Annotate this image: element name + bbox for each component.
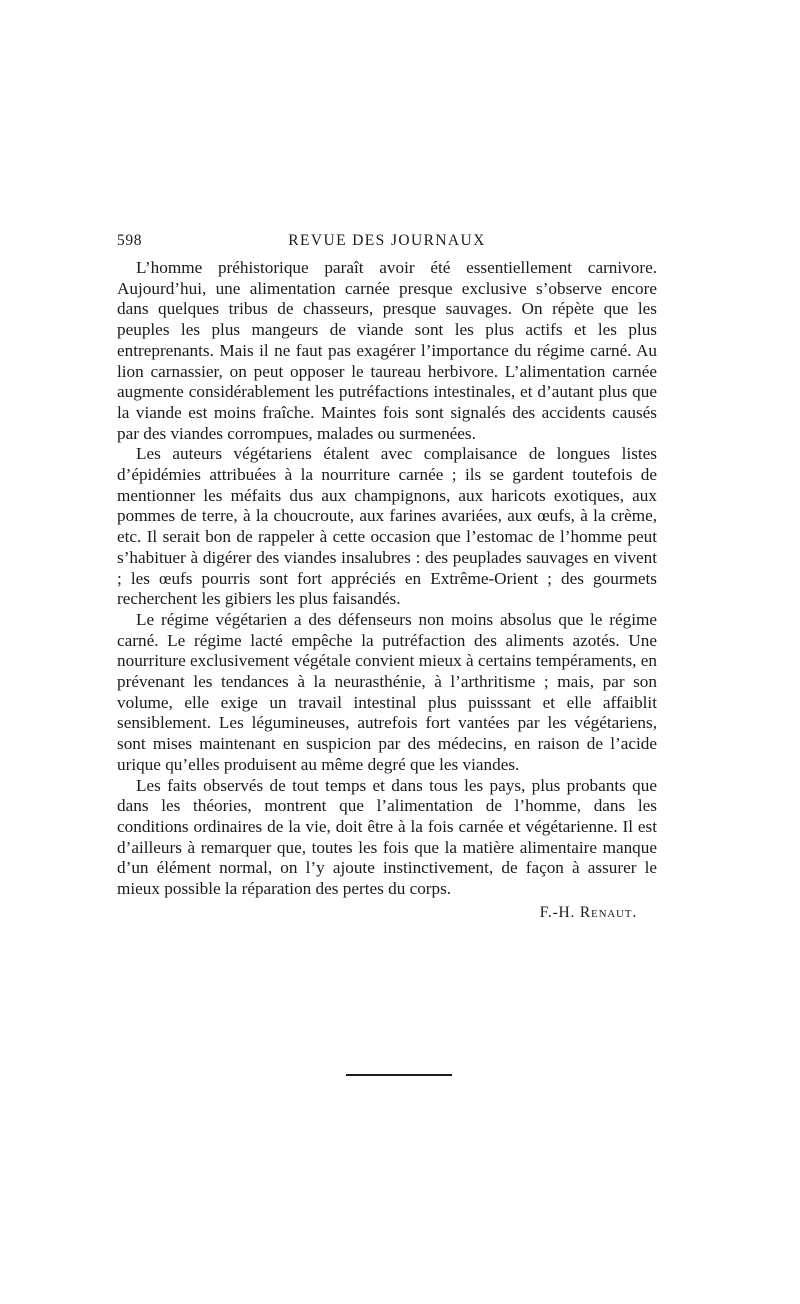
- paragraph-4: Les faits observés de tout temps et dans tous les pays, plus probants que dans les théories, montrent que l’alimentation de l’homme, dans les conditions ordinaires de la vie, doit être à la fois carnée et végétarienne. Il est d’ailleurs à remarquer que, toutes les fois que la matière alimentaire manque d’un élément normal, on l’y ajoute instinctivement, de façon à assurer le mieux possible la réparation des pertes du corps.: [117, 775, 657, 899]
- paragraph-1: L’homme préhistorique paraît avoir été essentiellement carnivore. Aujourd’hui, une alimentation carnée presque exclusive s’observe encore dans quelques tribus de chasseurs, presque sauvages. On répète que les peuples les plus mangeurs de viande sont les plus actifs et les plus entreprenants. Mais il ne faut pas exagérer l’importance du régime carné. Au lion carnassier, on peut opposer le taureau herbivore. L’alimentation carnée augmente considérablement les putréfactions intestinales, et d’autant plus que la viande est moins fraîche. Maintes fois sont signalés des accidents causés par des viandes corrompues, malades ou surmenées.: [117, 258, 657, 443]
- author-initials: F.-H.: [539, 903, 580, 921]
- page-number: 598: [117, 232, 143, 249]
- page: [117, 232, 657, 922]
- journal-title: REVUE DES JOURNAUX: [288, 232, 486, 249]
- end-rule: [346, 1074, 452, 1076]
- article-body: [117, 258, 657, 900]
- running-head: [117, 232, 657, 258]
- paragraph-2: Les auteurs végétariens étalent avec complaisance de longues listes d’épidémies attribuées à la nourriture carnée ; ils se gardent toutefois de mentionner les méfaits dus aux champignons, aux haricots exotiques, aux pommes de terre, à la choucroute, aux farines avariées, aux œufs, à la crème, etc. Il serait bon de rappeler à cette occasion que l’estomac de l’homme peut s’habituer à digérer des viandes insalubres : des peuplades sauvages en vivent ; les œufs pourris sont fort appréciés en Extrême-Orient ; des gourmets recherchent les gibiers les plus faisandés.: [117, 444, 657, 609]
- paragraph-3: Le régime végétarien a des défenseurs non moins absolus que le régime carné. Le régime lacté empêche la putréfaction des aliments azotés. Une nourriture exclusivement végétale convient mieux à certains tempéraments, en prévenant les tendances à la neurasthénie, à l’arthritisme ; mais, par son volume, elle exige un travail intestinal plus puisssant et elle affaiblit sensiblement. Les légumineuses, autrefois fort vantées par les végétariens, sont mises maintenant en suspicion par des médecins, en raison de l’acide urique qu’elles produisent au même degré que les viandes.: [117, 609, 657, 774]
- author-surname: Renaut.: [579, 903, 637, 921]
- author-signature: [117, 904, 657, 922]
